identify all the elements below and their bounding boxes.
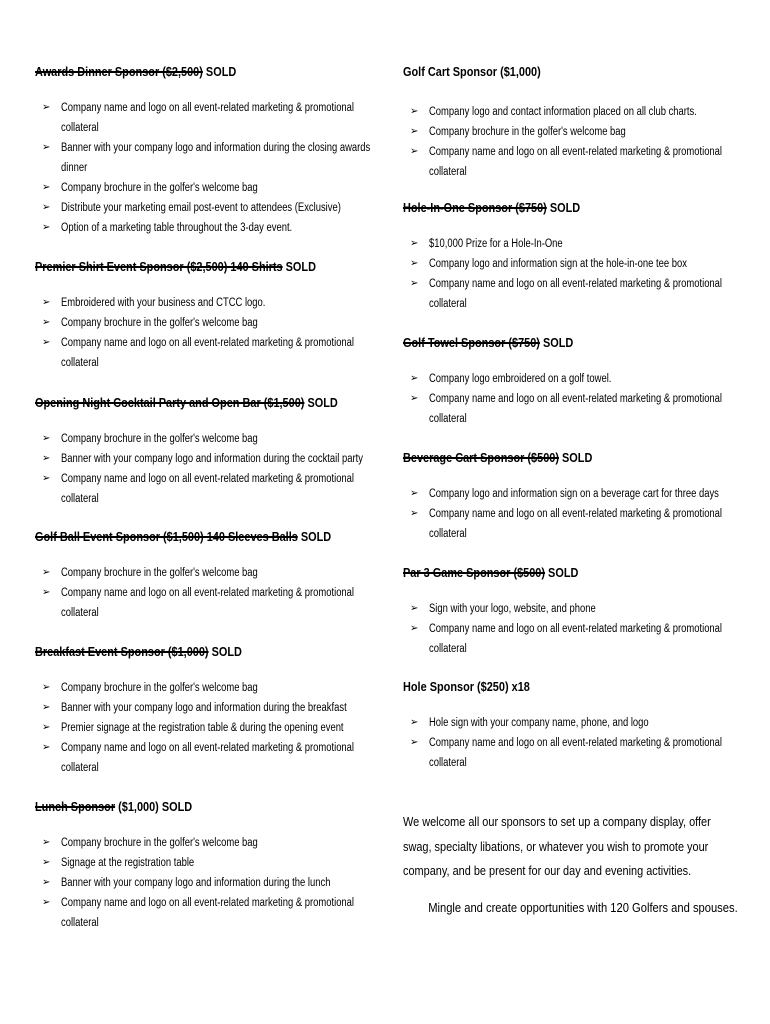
list-item: ➢ Company brochure in the golfer's welcome bag — [35, 313, 375, 333]
benefit-list — [35, 678, 375, 778]
heading-status-text: SOLD — [282, 259, 316, 274]
list-item: ➢ Option of a marketing table throughout the 3-day event. — [35, 218, 375, 238]
sponsor-section-opening-night — [35, 395, 375, 509]
heading-struck-text: Golf Towel Sponsor ($750) — [403, 335, 540, 350]
list-item: ➢ Company brochure in the golfer's welcome bag — [35, 178, 375, 198]
heading-status-text: ($1,000) SOLD — [115, 799, 193, 814]
section-heading — [35, 644, 321, 660]
benefit-list — [403, 102, 743, 182]
list-item: ➢ Distribute your marketing email post-event to attendees (Exclusive) — [35, 198, 375, 218]
section-heading — [35, 64, 321, 80]
section-heading — [403, 679, 689, 695]
arrow-bullet-icon: ➢ — [410, 508, 419, 519]
arrow-bullet-icon: ➢ — [410, 106, 419, 117]
sponsor-section-golf-cart — [403, 64, 743, 182]
arrow-bullet-icon: ➢ — [410, 623, 419, 634]
heading-struck-text: Lunch Sponsor — [35, 799, 116, 814]
list-item: ➢ Company brochure in the golfer's welcome bag — [403, 122, 743, 142]
section-heading — [403, 565, 689, 581]
closing-line: Mingle and create opportunities with 120 Golfers and spouses. — [428, 900, 738, 915]
heading-struck-text: Hole-In-One Sponsor ($750) — [403, 200, 547, 215]
arrow-bullet-icon: ➢ — [410, 258, 419, 269]
heading-struck-text: Golf Ball Event Sponsor ($1,500) 140 Sleeves Balls — [35, 529, 298, 544]
list-item: ➢ Company name and logo on all event-related marketing & promotional collateral — [403, 389, 743, 429]
arrow-bullet-icon: ➢ — [42, 837, 51, 848]
arrow-bullet-icon: ➢ — [410, 238, 419, 249]
sponsor-section-premier-shirt — [35, 259, 375, 373]
list-item: ➢ Signage at the registration table — [35, 853, 375, 873]
list-item: ➢ Banner with your company logo and information during the lunch — [35, 873, 375, 893]
benefit-list — [403, 713, 743, 773]
arrow-bullet-icon: ➢ — [42, 567, 51, 578]
list-item: ➢ Company name and logo on all event-related marketing & promotional collateral — [35, 893, 375, 933]
list-item: ➢ Company name and logo on all event-related marketing & promotional collateral — [35, 98, 375, 138]
list-item: ➢ Company name and logo on all event-related marketing & promotional collateral — [403, 274, 743, 314]
section-heading — [35, 395, 338, 411]
arrow-bullet-icon: ➢ — [42, 202, 51, 213]
section-heading — [403, 64, 689, 80]
benefit-list — [403, 369, 743, 429]
benefit-list — [35, 833, 375, 933]
list-item: ➢ Hole sign with your company name, phone, and logo — [403, 713, 743, 733]
sponsor-section-awards-dinner — [35, 64, 375, 238]
list-item: ➢ Company name and logo on all event-related marketing & promotional collateral — [35, 738, 375, 778]
list-item: ➢ Company logo and contact information placed on all club charts. — [403, 102, 743, 122]
list-item: ➢ Company name and logo on all event-related marketing & promotional collateral — [35, 469, 375, 509]
benefit-list — [403, 599, 743, 659]
arrow-bullet-icon: ➢ — [42, 102, 51, 113]
arrow-bullet-icon: ➢ — [42, 897, 51, 908]
arrow-bullet-icon: ➢ — [410, 393, 419, 404]
sponsor-section-breakfast — [35, 644, 375, 778]
arrow-bullet-icon: ➢ — [410, 717, 419, 728]
list-item: ➢ Company name and logo on all event-related marketing & promotional collateral — [403, 142, 743, 182]
list-item: ➢ Company name and logo on all event-related marketing & promotional collateral — [35, 583, 375, 623]
benefit-list — [403, 234, 743, 314]
arrow-bullet-icon: ➢ — [42, 222, 51, 233]
heading-struck-text: Par 3 Game Sponsor ($500) — [403, 565, 546, 580]
list-item: ➢ Company name and logo on all event-related marketing & promotional collateral — [403, 504, 743, 544]
arrow-bullet-icon: ➢ — [410, 373, 419, 384]
sponsor-section-golf-ball — [35, 529, 375, 623]
arrow-bullet-icon: ➢ — [42, 473, 51, 484]
section-heading — [35, 799, 321, 815]
heading-status-text: SOLD — [297, 529, 332, 544]
list-item: ➢ Company brochure in the golfer's welcome bag — [35, 563, 375, 583]
arrow-bullet-icon: ➢ — [42, 587, 51, 598]
heading-status-text: SOLD — [545, 565, 579, 580]
list-item: ➢ $10,000 Prize for a Hole-In-One — [403, 234, 743, 254]
sponsor-section-beverage-cart — [403, 450, 743, 544]
heading-status-text: SOLD — [304, 395, 338, 410]
arrow-bullet-icon: ➢ — [42, 317, 51, 328]
benefit-list — [35, 563, 375, 623]
list-item: ➢ Premier signage at the registration table & during the opening event — [35, 718, 375, 738]
arrow-bullet-icon: ➢ — [410, 488, 419, 499]
heading-status-text: SOLD — [539, 335, 574, 350]
arrow-bullet-icon: ➢ — [42, 337, 51, 348]
arrow-bullet-icon: ➢ — [42, 433, 51, 444]
arrow-bullet-icon: ➢ — [42, 297, 51, 308]
heading-status-text: SOLD — [208, 644, 242, 659]
sponsor-section-hole — [403, 679, 743, 773]
benefit-list — [403, 484, 743, 544]
list-item: ➢ Company logo and information sign at the hole-in-one tee box — [403, 254, 743, 274]
arrow-bullet-icon: ➢ — [42, 877, 51, 888]
arrow-bullet-icon: ➢ — [42, 142, 51, 153]
arrow-bullet-icon: ➢ — [410, 603, 419, 614]
list-item: ➢ Company logo embroidered on a golf towel. — [403, 369, 743, 389]
heading-struck-text: Opening Night Cocktail Party and Open Bar ($1,500) — [35, 395, 305, 410]
benefit-list — [35, 98, 375, 238]
list-item: ➢ Banner with your company logo and information during the closing awards dinner — [35, 138, 375, 178]
sponsor-section-lunch — [35, 799, 375, 933]
arrow-bullet-icon: ➢ — [42, 702, 51, 713]
section-heading — [403, 450, 689, 466]
heading-status-text: SOLD — [202, 64, 237, 79]
section-heading — [35, 529, 332, 545]
list-item: ➢ Company name and logo on all event-related marketing & promotional collateral — [403, 619, 743, 659]
heading-status-text: SOLD — [558, 450, 593, 465]
section-heading — [35, 259, 321, 275]
list-item: ➢ Embroidered with your business and CTCC logo. — [35, 293, 375, 313]
heading-struck-text: Awards Dinner Sponsor ($2,500) — [35, 64, 203, 79]
list-item: ➢ Banner with your company logo and information during the breakfast — [35, 698, 375, 718]
arrow-bullet-icon: ➢ — [42, 453, 51, 464]
arrow-bullet-icon: ➢ — [410, 146, 419, 157]
heading-struck-text: Beverage Cart Sponsor ($500) — [403, 450, 559, 465]
arrow-bullet-icon: ➢ — [42, 742, 51, 753]
list-item: ➢ Company brochure in the golfer's welcome bag — [35, 429, 375, 449]
list-item: ➢ Company brochure in the golfer's welcome bag — [35, 833, 375, 853]
list-item: ➢ Sign with your logo, website, and phone — [403, 599, 743, 619]
arrow-bullet-icon: ➢ — [42, 682, 51, 693]
arrow-bullet-icon: ➢ — [42, 182, 51, 193]
heading-status-text: Golf Cart Sponsor ($1,000) — [403, 64, 541, 79]
list-item: ➢ Company name and logo on all event-related marketing & promotional collateral — [35, 333, 375, 373]
heading-status-text: SOLD — [546, 200, 581, 215]
sponsor-section-golf-towel — [403, 335, 743, 429]
list-item: ➢ Company brochure in the golfer's welcome bag — [35, 678, 375, 698]
section-heading — [403, 200, 689, 216]
list-item: ➢ Company name and logo on all event-related marketing & promotional collateral — [403, 733, 743, 773]
arrow-bullet-icon: ➢ — [410, 126, 419, 137]
arrow-bullet-icon: ➢ — [410, 737, 419, 748]
arrow-bullet-icon: ➢ — [410, 278, 419, 289]
benefit-list — [35, 429, 375, 509]
benefit-list — [35, 293, 375, 373]
heading-struck-text: Premier Shirt Event Sponsor ($2,500) 140 Shirts — [35, 259, 283, 274]
arrow-bullet-icon: ➢ — [42, 857, 51, 868]
list-item: ➢ Banner with your company logo and information during the cocktail party — [35, 449, 375, 469]
arrow-bullet-icon: ➢ — [42, 722, 51, 733]
list-item: ➢ Company logo and information sign on a beverage cart for three days — [403, 484, 743, 504]
welcome-paragraph: We welcome all our sponsors to set up a company display, offer swag, specialty libations, or whatever you wish to promote your company, and be present for our day and evening activities. — [403, 814, 711, 878]
heading-struck-text: Breakfast Event Sponsor ($1,000) — [35, 644, 209, 659]
sponsor-section-par-3-game — [403, 565, 743, 659]
section-heading — [403, 335, 689, 351]
heading-status-text: Hole Sponsor ($250) x18 — [403, 679, 530, 694]
sponsor-section-hole-in-one — [403, 200, 743, 314]
